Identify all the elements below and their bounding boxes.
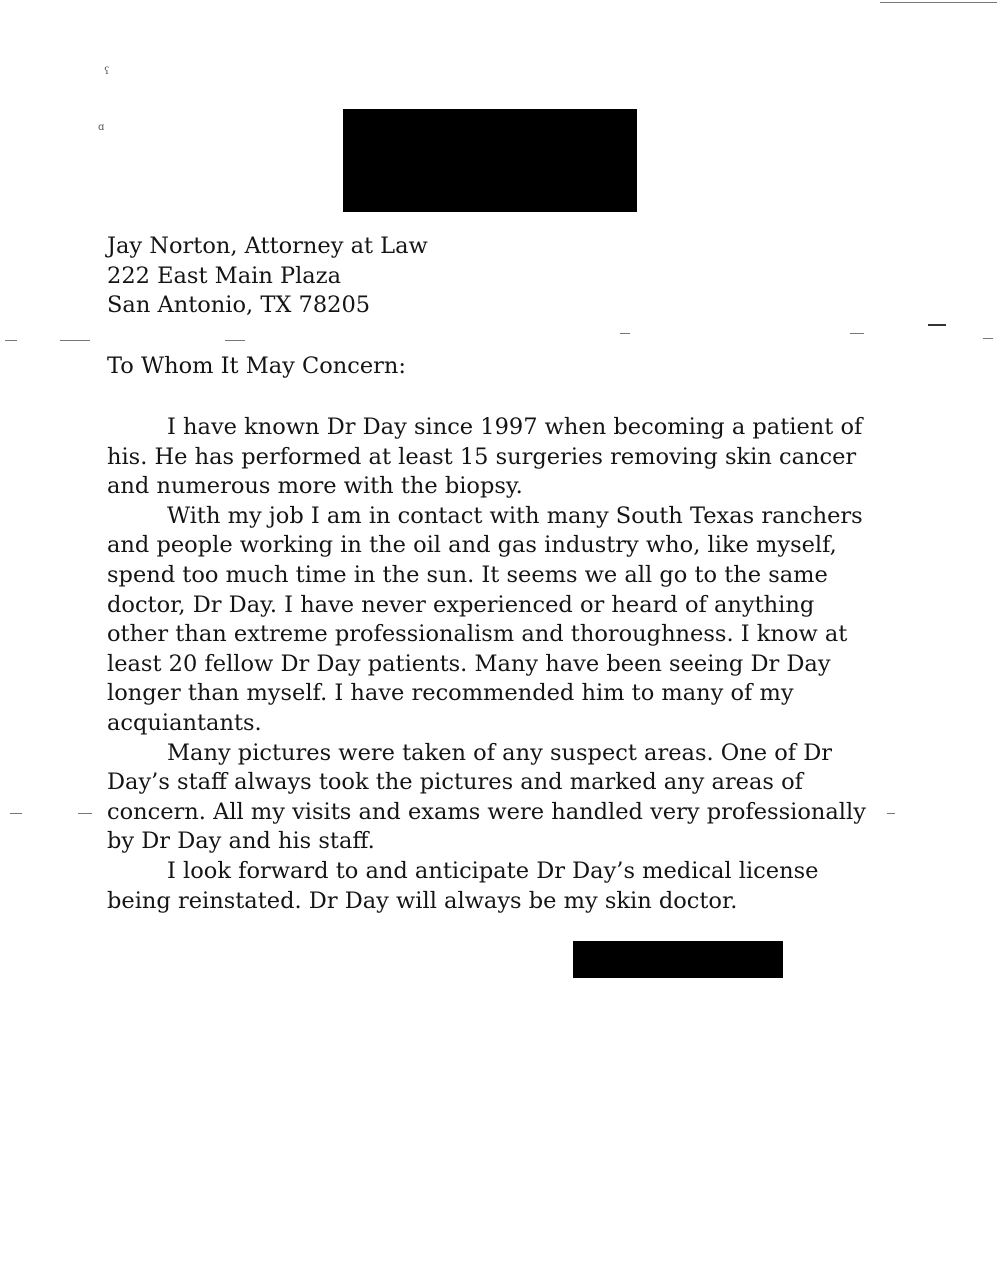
body-line: Many pictures were taken of any suspect areas. One of Dr xyxy=(167,739,833,766)
scan-dash xyxy=(60,340,90,341)
body-line: concern. All my visits and exams were handled very professionally xyxy=(107,798,866,825)
scan-edge-line xyxy=(880,2,997,3)
body-line: and people working in the oil and gas industry who, like myself, xyxy=(107,532,837,559)
scan-speck: ɑ xyxy=(98,122,105,133)
scan-dash xyxy=(850,333,864,334)
body-line: acquiantants. xyxy=(107,709,262,736)
body-line: I look forward to and anticipate Dr Day’s medical license xyxy=(167,857,819,884)
scan-dash xyxy=(225,340,245,341)
body-line: and numerous more with the biopsy. xyxy=(107,473,523,500)
body-line: his. He has performed at least 15 surgeries removing skin cancer xyxy=(107,443,857,470)
recipient-name: Jay Norton, Attorney at Law xyxy=(107,233,428,259)
scan-dash xyxy=(928,324,946,326)
body-line: being reinstated. Dr Day will always be my skin doctor. xyxy=(107,887,738,914)
scan-dash xyxy=(983,338,993,339)
body-line: longer than myself. I have recommended him to many of my xyxy=(107,680,794,707)
redacted-letterhead xyxy=(343,109,637,212)
body-line: Day’s staff always took the pictures and marked any areas of xyxy=(107,769,803,796)
recipient-city: San Antonio, TX 78205 xyxy=(107,292,371,318)
scan-dash xyxy=(620,333,630,334)
salutation: To Whom It May Concern: xyxy=(107,353,407,379)
body-line: spend too much time in the sun. It seems we all go to the same xyxy=(107,561,828,588)
scan-dash xyxy=(78,813,92,814)
body-line: least 20 fellow Dr Day patients. Many have been seeing Dr Day xyxy=(107,650,831,677)
scan-dash xyxy=(887,813,895,814)
body-line: by Dr Day and his staff. xyxy=(107,828,375,855)
body-line: other than extreme professionalism and thoroughness. I know at xyxy=(107,621,848,648)
scan-dash xyxy=(5,340,17,341)
recipient-address xyxy=(107,232,428,321)
body-line: doctor, Dr Day. I have never experienced or heard of anything xyxy=(107,591,815,618)
scan-dash xyxy=(10,813,22,814)
scan-speck: ʕ xyxy=(104,66,110,77)
redacted-signature xyxy=(573,941,783,978)
letter-body xyxy=(107,413,897,916)
body-line: I have known Dr Day since 1997 when becoming a patient of xyxy=(167,414,863,440)
recipient-street: 222 East Main Plaza xyxy=(107,262,341,289)
body-line: With my job I am in contact with many South Texas ranchers xyxy=(167,502,863,529)
